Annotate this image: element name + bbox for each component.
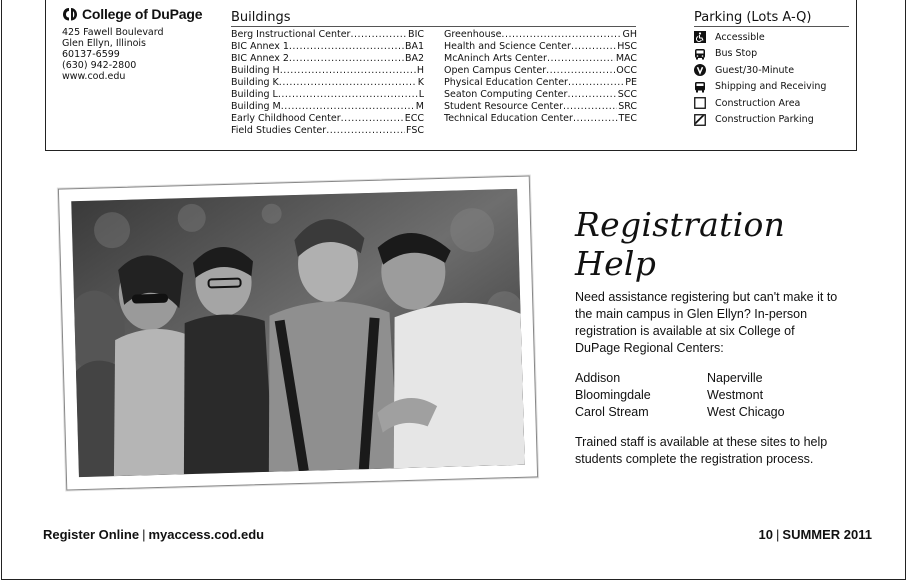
building-name: Greenhouse <box>444 29 502 40</box>
parking-label: Accessible <box>715 31 765 43</box>
buildings-list <box>231 10 641 137</box>
footer-separator: | <box>142 527 146 542</box>
regional-center: Addison <box>575 371 621 385</box>
building-code: ECC <box>404 113 424 124</box>
building-code: BA1 <box>404 41 424 52</box>
regional-center: Bloomingdale <box>575 388 651 402</box>
college-address <box>62 27 202 82</box>
parking-legend <box>694 10 849 128</box>
guest-v-icon <box>694 64 706 76</box>
buildings-column-1 <box>231 29 424 137</box>
building-row <box>231 65 424 77</box>
building-code: TEC <box>618 113 637 124</box>
campus-legend-box <box>45 0 857 151</box>
parking-item <box>694 112 849 129</box>
building-name: McAninch Arts Center <box>444 53 547 64</box>
building-row <box>444 77 637 89</box>
registration-closing: Trained staff is available at these sites to help students complete the registration process. <box>575 435 828 466</box>
building-code: PE <box>625 77 637 88</box>
parking-item <box>694 62 849 79</box>
building-row <box>444 41 637 53</box>
bus-icon <box>694 48 706 60</box>
students-photo <box>71 189 525 477</box>
building-row <box>231 113 424 125</box>
building-name: Physical Education Center <box>444 77 568 88</box>
footer-url-link[interactable]: myaccess.cod.edu <box>148 527 265 542</box>
building-row <box>231 53 424 65</box>
regional-center: Naperville <box>707 371 763 385</box>
parking-item <box>694 79 849 96</box>
building-code: FSC <box>406 125 424 136</box>
college-info <box>62 6 202 82</box>
building-code: OCC <box>616 65 637 76</box>
building-code: H <box>416 65 424 76</box>
regional-center: West Chicago <box>707 405 785 419</box>
footer-label: Register Online <box>43 527 140 542</box>
address-line: 60137-6599 <box>62 49 120 60</box>
address-line: 425 Fawell Boulevard <box>62 27 164 38</box>
building-code: K <box>417 77 424 88</box>
building-name: Seaton Computing Center <box>444 89 568 100</box>
empty-square-icon <box>694 97 706 109</box>
building-name: Building K <box>231 77 279 88</box>
parking-label: Bus Stop <box>715 48 758 60</box>
building-row <box>231 41 424 53</box>
building-name: Health and Science Center <box>444 41 571 52</box>
building-name: BIC Annex 1 <box>231 41 289 52</box>
registration-help-section <box>575 205 840 468</box>
issue-label: SUMMER 2011 <box>782 527 872 542</box>
parking-item <box>694 29 849 46</box>
college-logo <box>62 6 202 22</box>
building-name: Open Campus Center <box>444 65 547 76</box>
parking-item <box>694 46 849 63</box>
college-phone: (630) 942-2800 <box>62 60 137 71</box>
college-website[interactable]: www.cod.edu <box>62 71 126 82</box>
building-row <box>231 125 424 137</box>
building-name: Berg Instructional Center <box>231 29 351 40</box>
accessible-icon <box>694 31 706 43</box>
footer-register-online <box>43 527 264 542</box>
parking-item <box>694 95 849 112</box>
parking-heading: Parking (Lots A-Q) <box>694 10 849 27</box>
building-code: M <box>415 101 424 112</box>
photo-illustration <box>71 189 525 477</box>
building-code: BIC <box>408 29 424 40</box>
building-code: SCC <box>617 89 637 100</box>
truck-icon <box>694 81 706 93</box>
building-name: Building L <box>231 89 278 100</box>
building-row <box>444 89 637 101</box>
footer-page-info <box>759 527 872 542</box>
building-name: Student Resource Center <box>444 101 563 112</box>
building-name: Field Studies Center <box>231 125 327 136</box>
building-row <box>231 29 424 41</box>
parking-label: Shipping and Receiving <box>715 81 827 93</box>
registration-help-title: Registration Help <box>575 205 786 283</box>
slash-square-icon <box>694 114 706 126</box>
building-name: Early Childhood Center <box>231 113 341 124</box>
building-row <box>444 113 637 125</box>
building-name: BIC Annex 2 <box>231 53 289 64</box>
regional-centers-list <box>575 370 840 421</box>
cod-logo-icon <box>62 6 78 22</box>
building-row <box>444 101 637 113</box>
regional-center: Carol Stream <box>575 405 649 419</box>
building-name: Building M <box>231 101 281 112</box>
building-code: MAC <box>615 53 637 64</box>
college-name: College of DuPage <box>82 6 203 22</box>
building-name: Technical Education Center <box>444 113 573 124</box>
photo-frame <box>58 175 538 490</box>
building-row <box>231 89 424 101</box>
footer-separator: | <box>776 527 780 542</box>
building-row <box>444 65 637 77</box>
buildings-heading: Buildings <box>231 10 636 27</box>
building-name: Building H <box>231 65 280 76</box>
building-code: L <box>418 89 424 100</box>
building-row <box>231 77 424 89</box>
parking-label: Construction Parking <box>715 114 814 126</box>
regional-center: Westmont <box>707 388 764 402</box>
registration-intro: Need assistance registering but can't make it to the main campus in Glen Ellyn? In-person registration is available at six College of DuPage Regional Centers: <box>575 290 838 355</box>
building-code: SRC <box>618 101 637 112</box>
building-row <box>444 29 637 41</box>
parking-label: Guest/30-Minute <box>715 64 795 76</box>
building-row <box>231 101 424 113</box>
buildings-column-2 <box>444 29 637 137</box>
building-code: HSC <box>617 41 637 52</box>
page-number: 10 <box>758 527 774 542</box>
parking-label: Construction Area <box>715 97 801 109</box>
address-line: Glen Ellyn, Illinois <box>62 38 146 49</box>
building-row <box>444 53 637 65</box>
building-code: GH <box>622 29 637 40</box>
building-code: BA2 <box>404 53 424 64</box>
